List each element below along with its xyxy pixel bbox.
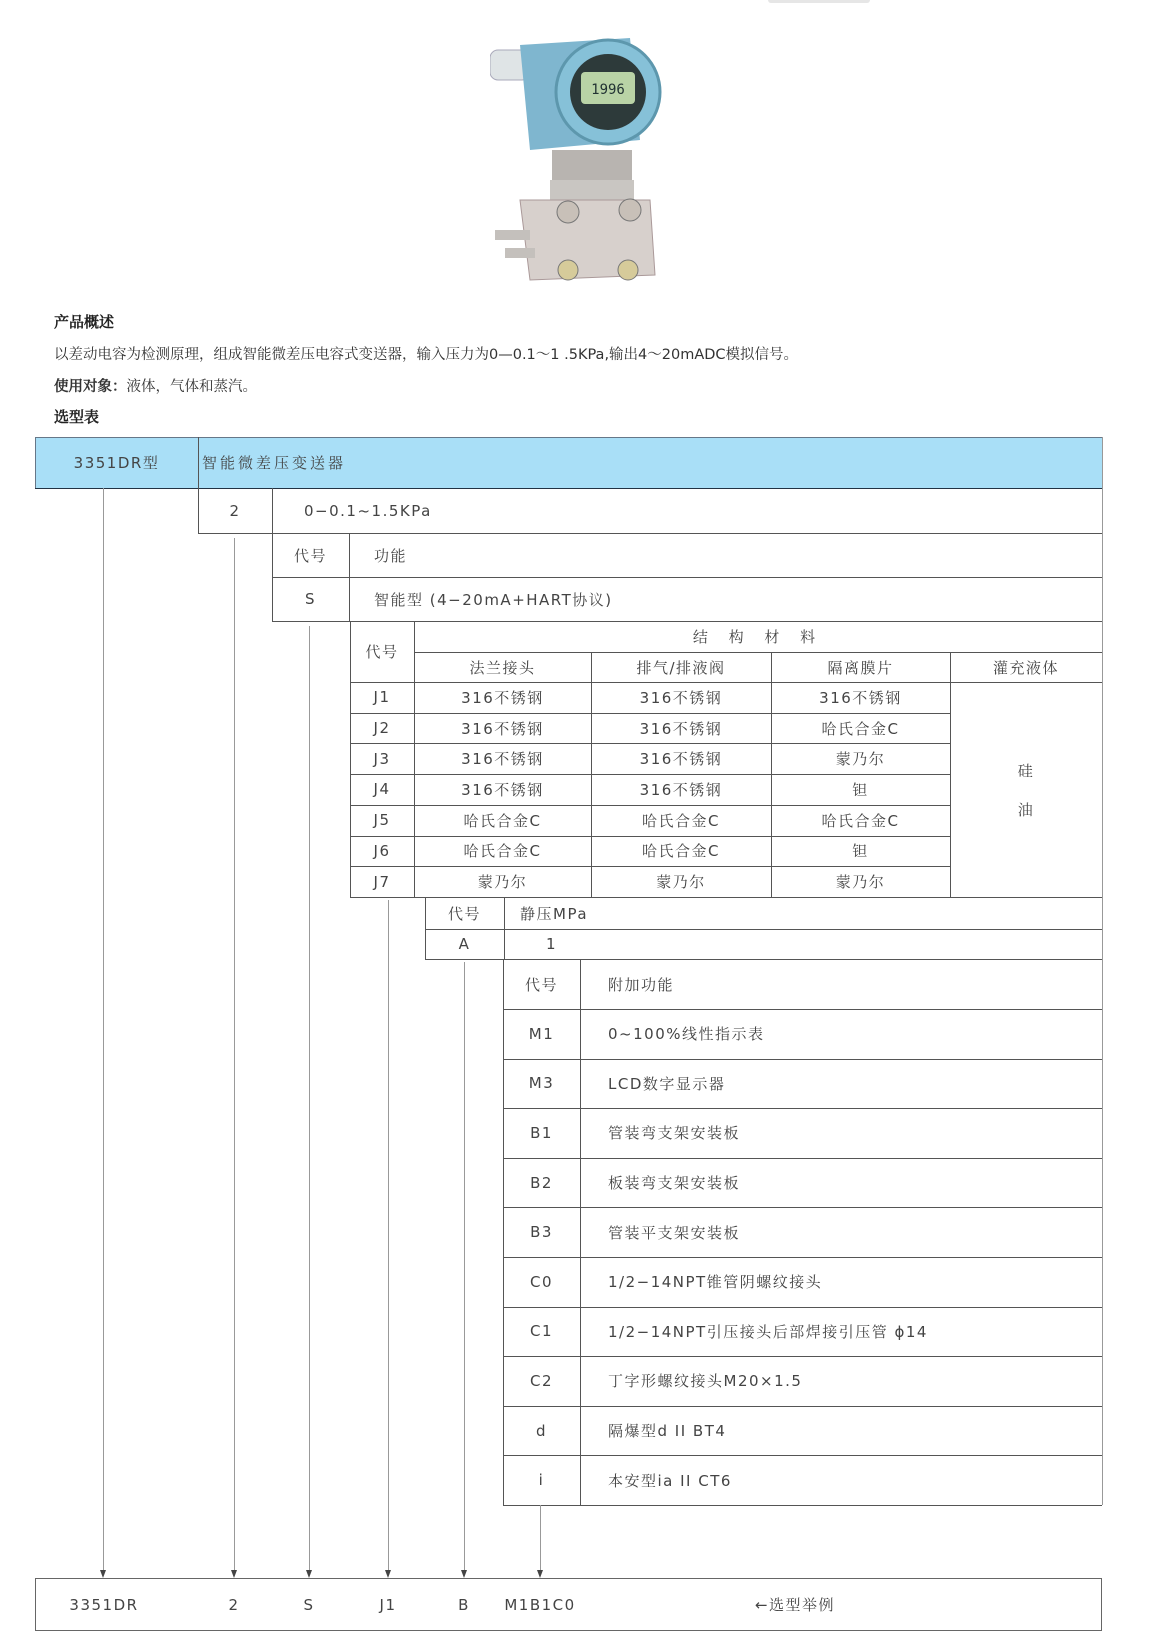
col-flange: 法兰接头 (469, 658, 536, 677)
usage-value: 液体，气体和蒸汽。 (126, 379, 257, 395)
material-cell-flange: 哈氏合金C (463, 842, 542, 861)
col-vent: 排气/排液阀 (636, 658, 726, 677)
col-fill-fluid: 灌充液体 (992, 658, 1059, 677)
materials-code-header: 代号 (365, 643, 399, 661)
additional-row-value: 1/2−14NPT引压接头后部焊接引压管 ϕ14 (608, 1322, 928, 1341)
additional-name-header: 附加功能 (608, 975, 675, 994)
material-row-code: J6 (373, 841, 391, 860)
materials-group-header: 结 构 材 料 (692, 628, 824, 646)
range-value: 0−0.1~1.5KPa (304, 501, 432, 520)
additional-row-value: 管装弯支架安装板 (608, 1124, 741, 1143)
selection-table-title: 选型表 (54, 408, 100, 426)
material-cell-diaphragm: 316不锈钢 (819, 688, 902, 707)
additional-row-code: C2 (529, 1371, 554, 1390)
static-code: A (458, 935, 471, 953)
connector-range (234, 538, 235, 1570)
additional-row-code: M1 (528, 1024, 555, 1043)
material-cell-flange: 蒙乃尔 (477, 873, 528, 892)
connector-additional (540, 1505, 541, 1570)
usage-label: 使用对象： (54, 379, 127, 395)
material-cell-diaphragm: 蒙乃尔 (835, 750, 886, 769)
range-code: 2 (229, 501, 241, 520)
additional-row-code: C0 (529, 1272, 554, 1291)
pressure-transmitter-illustration (490, 30, 680, 300)
fill-fluid-char-1: 硅 (1017, 761, 1035, 780)
lcd-reading: 1996 (591, 82, 625, 98)
material-cell-flange: 316不锈钢 (461, 780, 544, 799)
material-cell-flange: 316不锈钢 (461, 719, 544, 738)
example-label: ←选型举例 (754, 1596, 836, 1614)
function-code: S (304, 590, 317, 608)
function-name-header: 功能 (374, 546, 408, 565)
material-cell-vent: 蒙乃尔 (656, 873, 706, 892)
material-cell-vent: 哈氏合金C (642, 811, 720, 830)
material-row-code: J5 (373, 811, 391, 830)
example-additional: M1B1C0 (504, 1595, 576, 1614)
additional-row-code: B2 (530, 1173, 553, 1192)
material-cell-diaphragm: 蒙乃尔 (835, 873, 886, 892)
additional-row-code: C1 (529, 1322, 554, 1341)
connector-material (388, 900, 389, 1570)
additional-row-value: 板装弯支架安装板 (608, 1174, 741, 1193)
material-cell-vent: 316不锈钢 (639, 780, 723, 799)
static-name-header: 静压MPa (520, 904, 589, 923)
fill-fluid-cell (950, 682, 1102, 897)
material-cell-diaphragm: 哈氏合金C (821, 811, 900, 830)
additional-row-value: 本安型ia II CT6 (608, 1471, 732, 1490)
arrow-down-icon (385, 1570, 391, 1578)
example-static: B (458, 1595, 470, 1614)
material-row-code: J4 (373, 780, 391, 799)
material-row-code: J1 (373, 688, 391, 707)
material-row-code: J7 (373, 872, 391, 891)
additional-row-value: 管装平支架安装板 (608, 1223, 741, 1242)
material-row-code: J3 (373, 749, 391, 768)
additional-row-value: 0~100%线性指示表 (608, 1025, 765, 1044)
arrow-down-icon (100, 1570, 106, 1578)
connector-model (103, 488, 104, 1570)
arrow-down-icon (306, 1570, 312, 1578)
additional-row-code: i (538, 1471, 545, 1490)
material-cell-vent: 316不锈钢 (639, 750, 723, 769)
fill-fluid-char-2: 油 (1017, 800, 1035, 819)
additional-row-code: B1 (530, 1123, 553, 1142)
material-cell-diaphragm: 哈氏合金C (821, 719, 900, 738)
overview-description: 以差动电容为检测原理，组成智能微差压电容式变送器，输入压力为0—0.1〜1 .5KPa,输出4〜20mADC模拟信号。 (54, 347, 799, 363)
additional-row-value: LCD数字显示器 (608, 1074, 726, 1093)
material-cell-diaphragm: 钽 (852, 842, 869, 861)
additional-row-value: 隔爆型d II BT4 (608, 1422, 727, 1441)
additional-row-value: 1/2−14NPT锥管阴螺纹接头 (608, 1273, 823, 1292)
top-tab-edge (768, 0, 870, 3)
additional-row-value: 丁字形螺纹接头M20×1.5 (608, 1372, 803, 1391)
additional-row-code: B3 (530, 1223, 553, 1242)
connector-static (464, 962, 465, 1570)
example-material: J1 (379, 1595, 397, 1614)
example-model: 3351DR (69, 1595, 139, 1614)
usage-line (54, 375, 257, 396)
model-name: 智能微差压变送器 (202, 454, 347, 472)
function-code-header: 代号 (293, 546, 327, 565)
material-cell-vent: 316不锈钢 (639, 719, 723, 738)
additional-row-code: M3 (528, 1074, 555, 1093)
additional-row-code: d (535, 1421, 548, 1440)
overview-title: 产品概述 (54, 313, 115, 331)
material-row-code: J2 (373, 719, 391, 738)
product-image (490, 30, 680, 300)
material-cell-flange: 316不锈钢 (461, 688, 544, 707)
material-cell-diaphragm: 钽 (852, 780, 869, 799)
connector-function (309, 626, 310, 1570)
example-range: 2 (228, 1595, 240, 1614)
col-diaphragm: 隔离膜片 (827, 658, 894, 677)
arrow-down-icon (231, 1570, 237, 1578)
material-cell-vent: 哈氏合金C (642, 842, 720, 861)
material-cell-flange: 316不锈钢 (461, 750, 544, 769)
static-value: 1 (546, 935, 558, 953)
static-code-header: 代号 (447, 904, 481, 923)
function-value: 智能型 (4−20mA+HART协议) (374, 590, 613, 609)
arrow-down-icon (461, 1570, 467, 1578)
arrow-down-icon (537, 1570, 543, 1578)
model-code: 3351DR型 (73, 454, 160, 472)
material-cell-vent: 316不锈钢 (639, 688, 723, 707)
example-function: S (303, 1595, 315, 1614)
additional-code-header: 代号 (524, 975, 558, 994)
material-cell-flange: 哈氏合金C (463, 811, 542, 830)
